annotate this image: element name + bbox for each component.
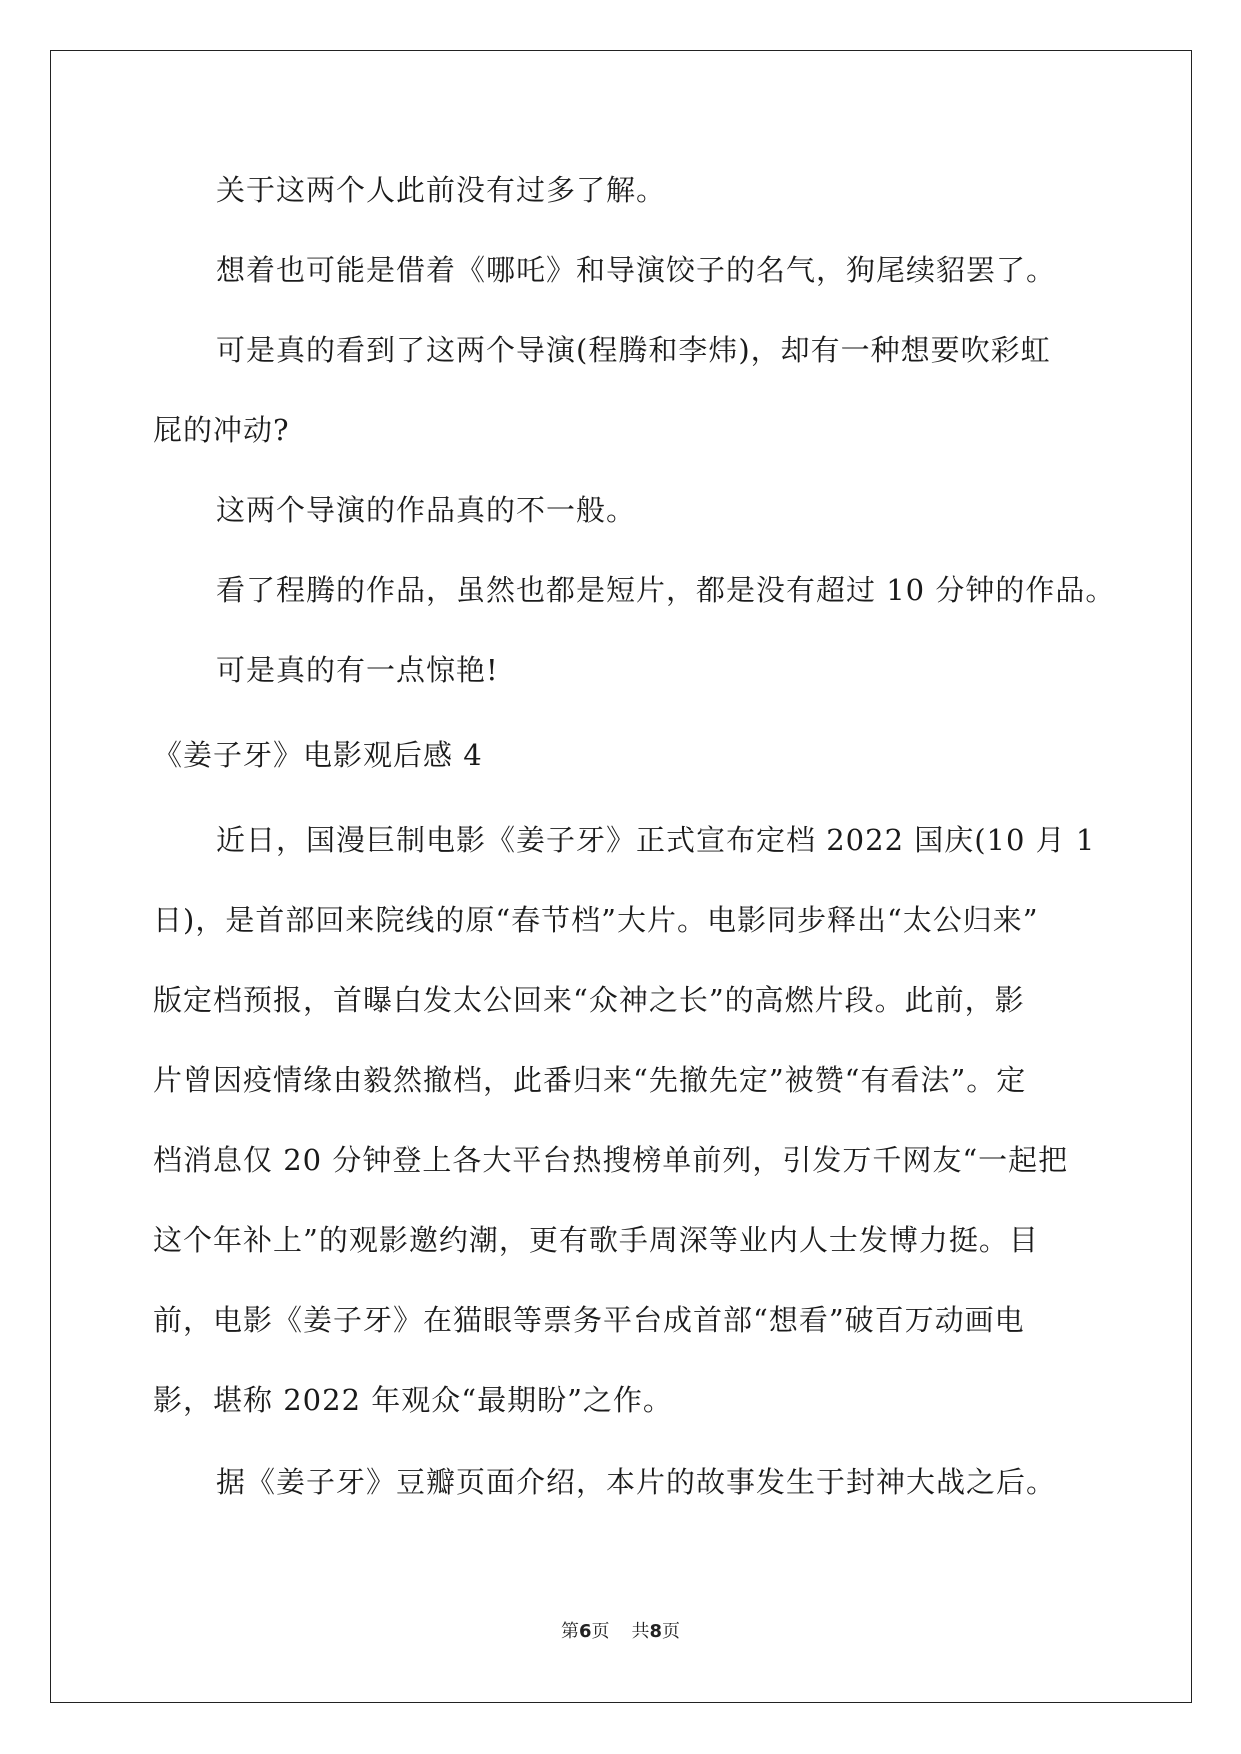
page-footer	[0, 1617, 1241, 1643]
paragraph-line: 屁的冲动?	[153, 413, 290, 447]
footer-total-prefix: 共	[631, 1621, 650, 1642]
paragraph-line: 可是真的有一点惊艳!	[216, 653, 499, 687]
paragraph-line: 关于这两个人此前没有过多了解。	[216, 173, 667, 207]
paragraph-line: 据《姜子牙》豆瓣页面介绍，本片的故事发生于封神大战之后。	[216, 1465, 1057, 1499]
paragraph-line: 日)，是首部回来院线的原“春节档”大片。电影同步释出“太公归来”	[153, 903, 1039, 937]
paragraph-line: 档消息仅 20 分钟登上各大平台热搜榜单前列，引发万千网友“一起把	[153, 1143, 1069, 1177]
current-page-number: 6	[578, 1621, 592, 1642]
paragraph-line: 这个年补上”的观影邀约潮，更有歌手周深等业内人士发博力挺。目	[153, 1223, 1039, 1257]
footer-prefix: 第	[560, 1621, 579, 1642]
section-heading: 《姜子牙》电影观后感 4	[153, 738, 483, 772]
paragraph-line: 可是真的看到了这两个导演(程腾和李炜)，却有一种想要吹彩虹	[216, 333, 1051, 367]
footer-mid: 页	[591, 1621, 610, 1642]
paragraph-line: 片曾因疫情缘由毅然撤档，此番归来“先撤先定”被赞“有看法”。定	[153, 1063, 1027, 1097]
total-page-number: 8	[649, 1621, 663, 1642]
paragraph-line: 影，堪称 2022 年观众“最期盼”之作。	[153, 1383, 673, 1417]
paragraph-line: 版定档预报，首曝白发太公回来“众神之长”的高燃片段。此前，影	[153, 983, 1025, 1017]
footer-suffix: 页	[662, 1621, 681, 1642]
paragraph-line: 前，电影《姜子牙》在猫眼等票务平台成首部“想看”破百万动画电	[153, 1303, 1025, 1337]
page-border	[50, 50, 1192, 1703]
paragraph-line: 近日，国漫巨制电影《姜子牙》正式宣布定档 2022 国庆(10 月 1	[216, 823, 1096, 857]
paragraph-line: 想着也可能是借着《哪吒》和导演饺子的名气，狗尾续貂罢了。	[216, 253, 1057, 287]
paragraph-line: 这两个导演的作品真的不一般。	[216, 493, 637, 527]
paragraph-line: 看了程腾的作品，虽然也都是短片，都是没有超过 10 分钟的作品。	[216, 573, 1116, 607]
